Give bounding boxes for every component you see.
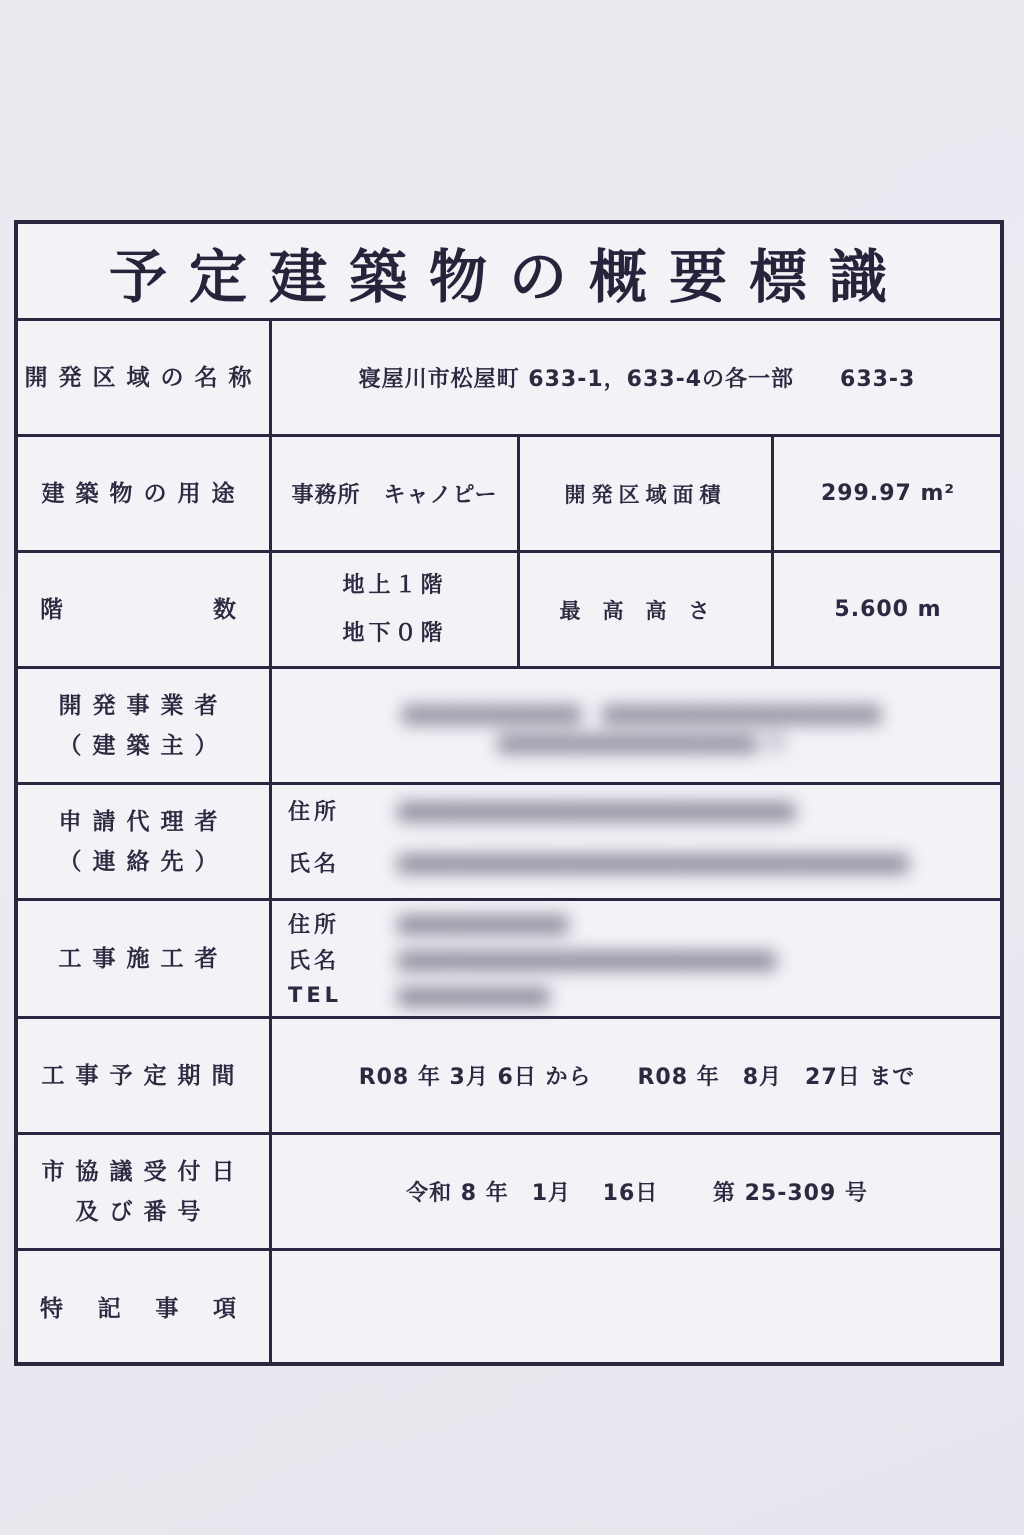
building-notice-sign: [14, 220, 1004, 1366]
area-name-value: 寝屋川市松屋町 633-1，633-4の各一部 633-3: [358, 367, 916, 392]
floors-label-left: 階: [40, 596, 74, 623]
agent-label-line2: （連絡先）: [58, 848, 229, 875]
contractor-name-label: 氏名: [288, 948, 341, 974]
reception-value: 令和 8 年 1月 16日 第 25-309 号: [406, 1181, 868, 1206]
remarks-value: [272, 1251, 1002, 1366]
period-label: 工事予定期間: [41, 1062, 246, 1089]
site-area-label: 開発区域面積: [564, 482, 727, 507]
contractor-name-redacted: ■■■■■■■■■■■■■■■■■■■■: [398, 947, 776, 971]
developer-label: [18, 669, 269, 782]
reception-label: [18, 1135, 269, 1248]
use-label: 建築物の用途: [41, 480, 246, 507]
developer-value-redacted: ■■■■■■■■■ ■■■■■■■■■■■■■■ ■■■■■■■■■■■■■ 様: [402, 700, 903, 754]
floors-value: [272, 553, 517, 666]
contractor-tel-redacted: ■■■■■■■■: [398, 983, 550, 1007]
agent-address-label: 住所: [288, 799, 341, 825]
contractor-tel-label: TEL: [288, 983, 343, 1007]
period-value: R08 年 3月 6日 から R08 年 8月 27日 まで: [358, 1065, 916, 1090]
remarks-label-char4: 項: [212, 1295, 247, 1322]
floors-label-right: 数: [213, 596, 247, 623]
agent-label-line1: 申請代理者: [58, 808, 229, 835]
agent-name-redacted: ■■■■■■■■■■■■■■■■■■■■■■■■■■■: [398, 850, 909, 874]
contractor-address-redacted: ■■■■■■■■■: [398, 911, 569, 935]
max-height-value: 5.600 m: [834, 597, 942, 622]
floors-above-ground: 地上１階: [342, 572, 447, 598]
reception-label-line1: 市協議受付日: [41, 1158, 246, 1185]
remarks-label-char3: 事: [155, 1295, 190, 1322]
floors-label: [18, 553, 269, 666]
use-value: 事務所 キャノピー: [291, 483, 498, 508]
contractor-address-label: 住所: [288, 912, 341, 938]
site-area-value: 299.97 m²: [820, 481, 956, 506]
area-name-label: 開発区域の名称: [24, 364, 263, 391]
developer-label-line2: （建築主）: [58, 732, 229, 759]
max-height-label: 最高高さ: [559, 598, 732, 623]
page-title: 予定建築物の概要標識: [108, 243, 909, 311]
floors-below-ground: 地下０階: [342, 620, 447, 646]
agent-address-redacted: ■■■■■■■■■■■■■■■■■■■■■: [398, 798, 795, 822]
agent-label: [18, 785, 269, 898]
remarks-label-char1: 特: [40, 1295, 74, 1322]
agent-name-label: 氏名: [288, 851, 341, 877]
developer-label-line1: 開発事業者: [58, 692, 229, 719]
reception-label-line2: 及び番号: [75, 1198, 212, 1225]
contractor-label: 工事施工者: [58, 945, 229, 972]
remarks-label-char2: 記: [97, 1295, 132, 1322]
remarks-label: [18, 1251, 269, 1366]
